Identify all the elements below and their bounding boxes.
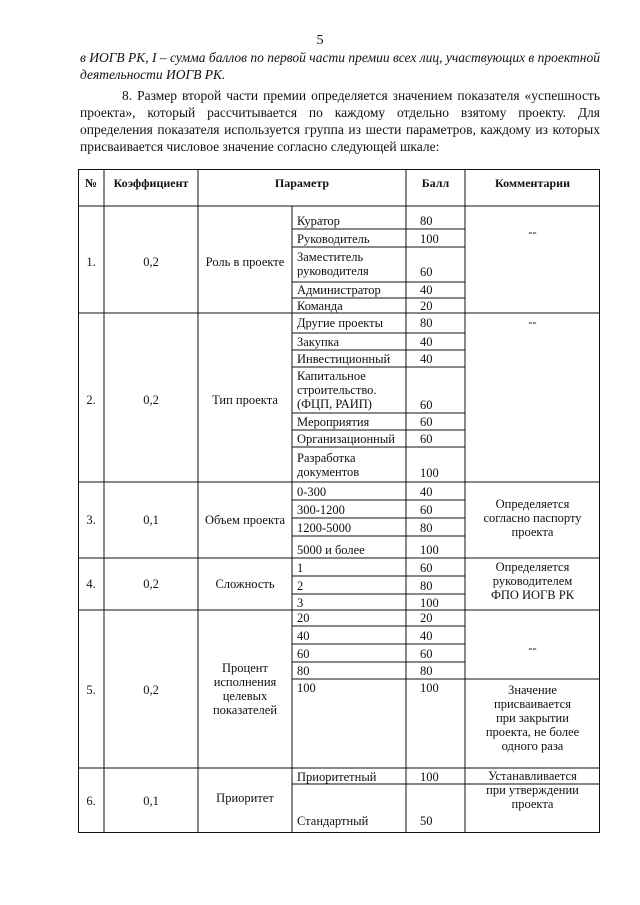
option-score: 60	[420, 503, 433, 517]
header-parameter: Параметр	[274, 176, 330, 190]
row-4-coefficient: 0,2	[143, 577, 159, 591]
row-3-coefficient: 0,1	[143, 513, 159, 527]
option-score: 60	[420, 398, 433, 412]
row-4-comment: Определяется руководителем ФПО ИОГВ РК	[490, 560, 575, 602]
row-5-comment-note: Значение присваивается при закрытии проекта, не более одного раза	[485, 683, 580, 753]
option-label: Куратор	[297, 214, 340, 228]
option-score: 60	[420, 432, 433, 446]
option-score: 100	[420, 232, 439, 246]
option-label: 5000 и более	[297, 543, 365, 557]
row-1-number: 1.	[86, 255, 96, 269]
row-6-number: 6.	[86, 794, 96, 808]
row-1-comment: --	[528, 225, 537, 239]
option-score: 100	[420, 466, 439, 480]
option-score: 40	[420, 629, 433, 643]
option-score: 60	[420, 647, 433, 661]
row-2-parameter: Тип проекта	[212, 393, 278, 407]
option-label: 2	[297, 579, 304, 593]
option-score: 100	[420, 770, 439, 784]
option-score: 40	[420, 352, 433, 366]
row-6-comment: Устанавливается при утверждении проекта	[486, 769, 579, 811]
row-2-coefficient: 0,2	[143, 393, 159, 407]
option-label: 80	[297, 664, 310, 678]
option-label: Организационный	[297, 432, 395, 446]
option-label: Администратор	[297, 283, 381, 297]
paragraph-8	[80, 87, 600, 155]
option-score: 80	[420, 521, 433, 535]
header-comments: Комментарии	[494, 176, 570, 190]
paragraph-number: 8.	[122, 88, 133, 103]
option-label: 1	[297, 561, 304, 575]
row-3-comment: Определяется согласно паспорту проекта	[483, 497, 582, 539]
row-6-parameter: Приоритет	[216, 791, 274, 805]
option-score: 80	[420, 579, 433, 593]
option-label: 40	[297, 629, 310, 643]
header-coefficient: Коэффициент	[113, 176, 189, 190]
row-5-comment: --	[528, 641, 537, 655]
row-6-coefficient: 0,1	[143, 794, 159, 808]
header-score: Балл	[421, 176, 450, 190]
option-label: 1200-5000	[297, 521, 352, 535]
option-label: Закупка	[297, 335, 340, 349]
option-label: 60	[297, 647, 310, 661]
option-label: Инвестиционный	[297, 352, 391, 366]
parameters-table	[78, 169, 600, 833]
option-score: 20	[420, 299, 433, 313]
option-label: 20	[297, 611, 310, 625]
option-score: 40	[420, 485, 433, 499]
row-1-parameter: Роль в проекте	[205, 255, 285, 269]
option-score: 40	[420, 335, 433, 349]
row-4-parameter: Сложность	[215, 577, 275, 591]
row-3-number: 3.	[86, 513, 96, 527]
option-score: 50	[420, 814, 433, 828]
row-2-number: 2.	[86, 393, 96, 407]
option-label: Разработка документов	[297, 451, 360, 479]
row-5-coefficient: 0,2	[143, 683, 159, 697]
option-score: 60	[420, 265, 433, 279]
row-3-parameter: Объем проекта	[204, 513, 286, 527]
option-label: Заместитель руководителя	[297, 250, 369, 278]
header-number: №	[84, 176, 98, 190]
row-4-number: 4.	[86, 577, 96, 591]
option-label: Другие проекты	[297, 316, 384, 330]
option-label: 0-300	[297, 485, 327, 499]
option-score: 80	[420, 316, 433, 330]
option-label: 3	[297, 596, 304, 610]
intro-text: в ИОГВ РК, I – сумма баллов по первой части премии всех лиц, участвующих в проектной деятельности ИОГВ РК.	[80, 50, 600, 82]
option-score: 60	[420, 561, 433, 575]
row-5-number: 5.	[86, 683, 96, 697]
option-score: 60	[420, 415, 433, 429]
option-label: Руководитель	[297, 232, 370, 246]
option-score: 80	[420, 214, 433, 228]
option-label: Мероприятия	[297, 415, 370, 429]
paragraph-text: Размер второй части премии определяется значением показателя «успешность проекта», который рассчитывается по каждому отдельно взятому проекту. Для определения показателя используется группа из шести параметров, каждому из которых присваивается числовое значение согласно следующей шкале:	[80, 88, 600, 154]
option-label: 300-1200	[297, 503, 345, 517]
row-1-coefficient: 0,2	[143, 255, 159, 269]
option-label: Команда	[297, 299, 343, 313]
option-label: Стандартный	[297, 814, 369, 828]
option-label: Капитальное строительство. (ФЦП, РАИП)	[297, 369, 377, 411]
option-score: 20	[420, 611, 433, 625]
row-2-comment: --	[528, 315, 537, 329]
option-score: 100	[420, 543, 439, 557]
page-number: 5	[316, 33, 324, 48]
option-score: 80	[420, 664, 433, 678]
option-label: 100	[297, 681, 316, 695]
option-label: Приоритетный	[297, 770, 377, 784]
option-score: 40	[420, 283, 433, 297]
option-score: 100	[420, 681, 439, 695]
row-5-parameter: Процент исполнения целевых показателей	[212, 661, 278, 717]
option-score: 100	[420, 596, 439, 610]
